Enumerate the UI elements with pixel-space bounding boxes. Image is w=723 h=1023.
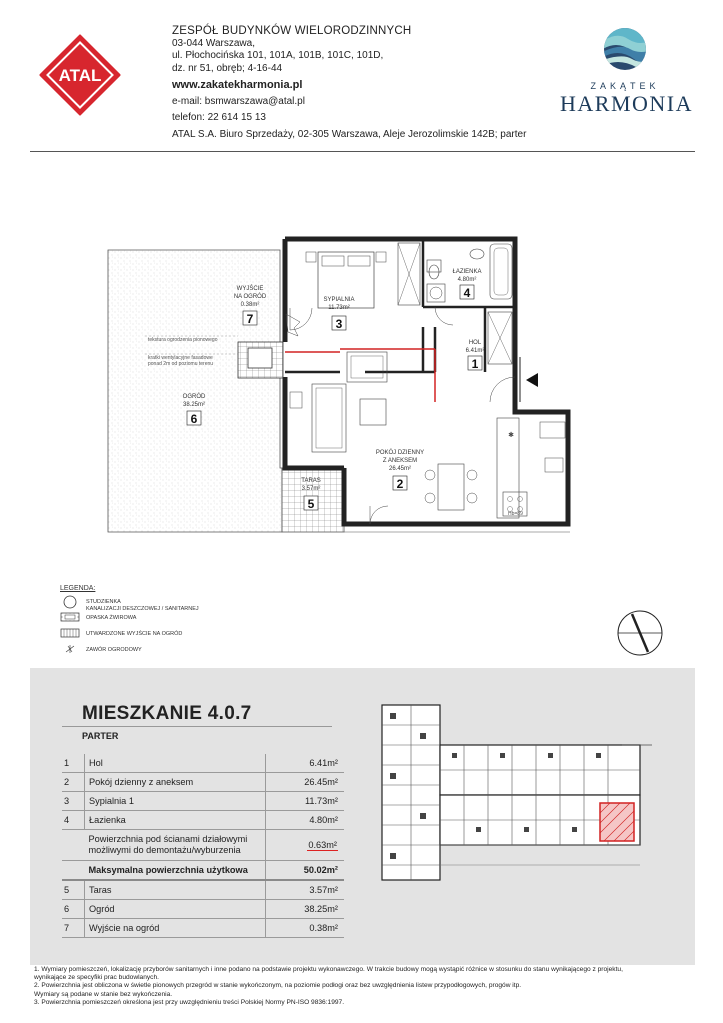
room-name: Sypialnia 1 [85,792,266,811]
room-area: 26.45m² [266,773,345,792]
room-no: 6 [62,900,85,919]
wyjscie-label-2: NA OGRÓD [233,294,267,300]
legend-item [60,595,320,611]
table-row [62,861,344,881]
table-row [62,919,344,938]
table-row [62,900,344,919]
legend-text: KANALIZACJI DESZCZOWEJ / SANITARNEJ [86,606,199,612]
footnote: 1. Wymiary pomieszczeń, lokalizację przyborów sanitarnych i inne podano na podstawie projektu wykonawczego. W trakcie budowy mogą wystąpić różnice w stosunku do stanu wynikającego z projektu, [34,966,623,973]
legend-item [60,627,320,643]
compass-icon [615,608,665,658]
room-area: 6.41m² [266,754,345,773]
room-area: 3.57m² [266,880,345,900]
floor-label: PARTER [82,731,119,741]
max-area-label: Maksymalna powierzchnia użytkowa [85,861,266,881]
vent-note-1: kratki wentylacyjne fasadowe [148,355,213,361]
room-number-3: 3 [335,317,343,331]
atal-logo [38,33,122,117]
header-info [172,25,572,141]
room-number-1: 1 [471,357,479,371]
title-underline [62,726,332,727]
hb-note: Hb=89 [508,511,523,517]
lazienka-label-2: 4.80m² [457,277,477,283]
taras-label-2: 3.57m² [301,486,321,492]
sales-office: ATAL S.A. Biuro Sprzedaży, 02-305 Warszawa, Aleje Jerozolimskie 142B; parter [172,128,527,140]
room-number-7: 7 [246,312,254,326]
hol-label-2: 6.41m² [465,348,485,354]
room-name: Łazienka [85,811,266,830]
removable-walls [285,349,435,402]
footnotes [34,966,699,1007]
wyjscie-label-3: 0.38m² [240,302,260,308]
sypialnia-label-2: 11.73m² [328,305,350,311]
dining-table [438,464,464,510]
sofa [347,352,387,382]
rooms-table [62,754,344,938]
legend-title: LEGENDA: [60,585,96,592]
table-row [62,792,344,811]
max-area-value: 50.02m² [266,861,345,881]
entrance-arrow-icon [526,373,538,387]
floor-plan [90,232,595,552]
hedge-note: tekstura ogrodzenia pionowego [148,337,218,343]
paved-exit-icon [60,627,80,639]
address-line-3: dz. nr 51, obręb; 4-16-44 [172,62,283,74]
room-area: 4.80m² [266,811,345,830]
legend [60,585,320,659]
table-row [62,830,344,861]
room-name: Taras [85,880,266,900]
walls-label-2: możliwymi do demontażu/wyburzenia [88,845,241,855]
room-area: 11.73m² [266,792,345,811]
room-no: 3 [62,792,85,811]
apartment-title: MIESZKANIE 4.0.7 [82,703,252,724]
email-link[interactable]: e-mail: bsmwarszawa@atal.pl [172,95,305,107]
footnote: 2. Powierzchnia jest obliczona w świetle pionowych przegród w stanie wykończonym, na poziomie podłogi oraz bez uwzględnienia listew przypodłogowych, progów itp. [34,982,522,990]
room-no: 5 [62,880,85,900]
footnote: 3. Powierzchnia pomieszczeń określona jest przy uwzględnieniu treści Polskiej Normy PN-ISO 9836:1997. [34,998,345,1006]
building-key-plan [372,695,662,887]
footnote: wynikające ze specyfiki prac budowlanych. [34,974,159,982]
brand-small-text: ZAKĄTEK [590,81,660,91]
wave-circle-icon [560,25,690,81]
walls-area: 0.63m² [308,839,337,850]
room-area: 0.38m² [266,919,345,938]
hol-label-1: HOL [468,340,482,346]
pokoj-label-3: 26.45m² [388,466,412,472]
legend-item [60,643,320,659]
legend-text: STUDZIENKA [86,599,121,605]
room-no: 2 [62,773,85,792]
brand-big-text: HARMONIA [560,91,693,116]
table-row [62,773,344,792]
room-name: Pokój dzienny z aneksem [85,773,266,792]
atal-logo-text: ATAL [58,66,102,85]
room-no: 1 [62,754,85,773]
footnote: Wymiary są podane w stanie bez wykończenia. [34,990,173,998]
highlighted-apartment [600,803,634,841]
room-name: Wyjście na ogród [85,919,266,938]
manhole-icon [60,595,80,609]
lazienka-label-1: ŁAZIENKA [452,269,482,275]
sypialnia-label-1: SYPIALNIA [323,297,355,303]
header-divider [30,151,695,152]
room-number-4: 4 [463,286,471,300]
address-line-1: 03-044 Warszawa, [172,37,255,49]
legend-text: UTWARDZONE WYJŚCIE NA OGRÓD [86,631,183,637]
zakatek-harmonia-logo [560,25,693,116]
room-number-2: 2 [396,477,404,491]
garden-area [108,250,282,532]
walls-label-1: Powierzchnia pod ścianami działowymi [88,834,248,844]
bathtub [490,244,512,299]
room-name: Ogród [85,900,266,919]
table-row [62,811,344,830]
taras-label-1: TARAS [301,478,321,484]
gravel-icon [60,611,80,623]
garden-valve-icon [60,643,80,655]
website-link[interactable]: www.zakatekharmonia.pl [172,79,303,91]
address-line-2: ul. Płochocińska 101, 101A, 101B, 101C, 101D, [172,50,384,61]
legend-item [60,611,320,627]
pokoj-label-1: POKÓJ DZIENNY [375,450,425,456]
vent-note-2: ponad 2m od poziomu terenu [148,361,214,367]
wyjscie-label-1: WYJŚCIE [236,286,264,292]
legend-text: ZAWÓR OGRODOWY [86,647,142,653]
room-area: 38.25m² [266,900,345,919]
table-row [62,754,344,773]
room-no: 4 [62,811,85,830]
pokoj-label-2: Z ANEKSEM [382,458,418,464]
room-no: 7 [62,919,85,938]
project-title: ZESPÓŁ BUDYNKÓW WIELORODZINNYCH [172,25,412,37]
ogrod-label-1: OGRÓD [182,394,206,400]
legend-text: OPASKA ŻWIROWA [86,615,137,621]
svg-text:✱: ✱ [508,432,514,439]
phone-number: telefon: 22 614 15 13 [172,112,266,123]
ogrod-label-2: 38.25m² [182,402,206,408]
room-name: Hol [85,754,266,773]
room-number-5: 5 [307,497,315,511]
table-row [62,880,344,900]
room-number-6: 6 [190,412,198,426]
